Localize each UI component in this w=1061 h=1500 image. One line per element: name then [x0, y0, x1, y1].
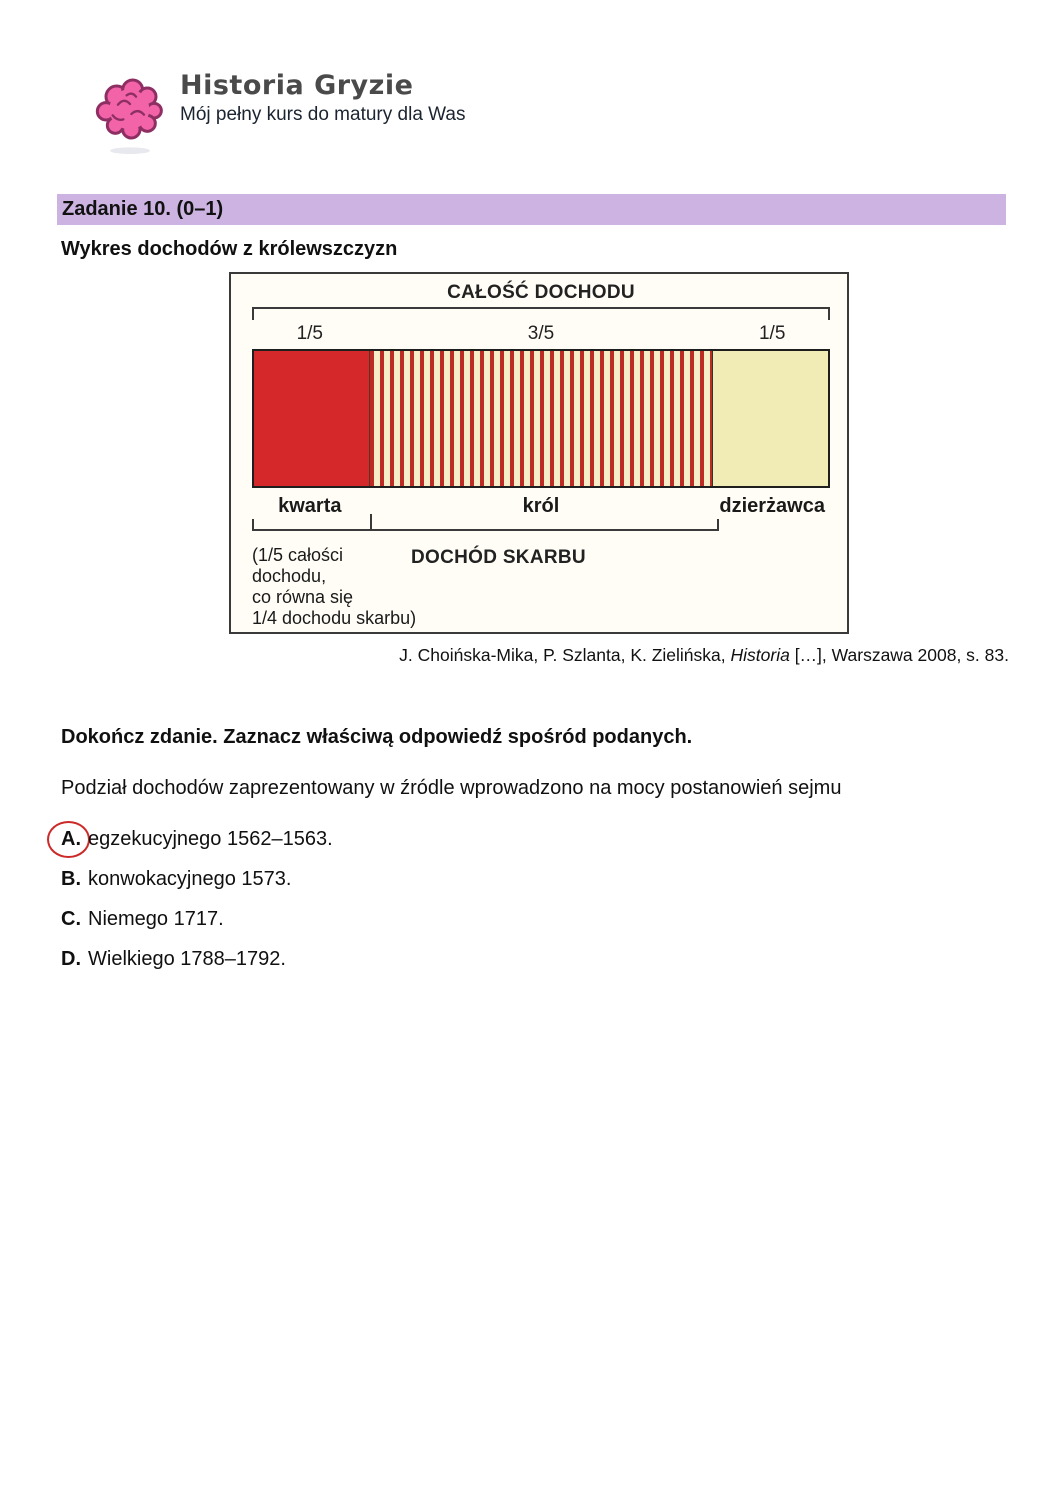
task-header-label: Zadanie 10. (0–1): [62, 198, 224, 220]
chart-note-line: (1/5 całości: [252, 545, 344, 565]
figure-heading: Wykres dochodów z królewszczyzn: [61, 238, 398, 260]
option-b-letter: B.: [61, 868, 81, 890]
category-label-krol: król: [522, 495, 560, 517]
option-b[interactable]: [61, 868, 291, 891]
option-c-letter: C.: [61, 908, 81, 930]
chart-note: [252, 545, 416, 629]
citation-details: […], Warszawa 2008, s. 83.: [789, 645, 1009, 665]
income-chart-figure: [229, 272, 849, 634]
brand-title: Historia Gryzie: [180, 70, 414, 101]
income-bar: [252, 349, 830, 488]
citation-authors: J. Choińska-Mika, P. Szlanta, K. Zielińska,: [399, 645, 731, 665]
fraction-label-dzierzawca: 1/5: [758, 323, 786, 344]
bar-segment-dzierzawca: [713, 351, 828, 486]
option-b-text: konwokacyjnego 1573.: [88, 868, 292, 890]
chart-note-line: co równa się: [252, 587, 354, 607]
brain-logo-icon: [90, 68, 170, 160]
question-instruction: Dokończ zdanie. Zaznacz właściwą odpowiedź spośród podanych.: [61, 726, 693, 748]
option-c[interactable]: [61, 908, 224, 931]
chart-category-labels: [252, 495, 830, 518]
category-label-kwarta: kwarta: [278, 495, 342, 517]
chart-fraction-labels: [252, 323, 830, 345]
citation-title: Historia: [730, 645, 790, 665]
option-a-text: egzekucyjnego 1562–1563.: [88, 828, 333, 850]
question-stem: Podział dochodów zaprezentowany w źródle wprowadzono na mocy postanowień sejmu: [61, 777, 842, 799]
option-d-letter: D.: [61, 948, 81, 970]
chart-bottom-bracket-tick: [370, 514, 372, 531]
option-c-text: Niemego 1717.: [88, 908, 224, 930]
chart-note-line: 1/4 dochodu skarbu): [252, 608, 417, 628]
option-d-text: Wielkiego 1788–1792.: [88, 948, 286, 970]
source-citation: [0, 645, 1009, 666]
chart-bracket-label: DOCHÓD SKARBU: [411, 547, 586, 568]
fraction-label-kwarta: 1/5: [296, 323, 323, 344]
fraction-label-krol: 3/5: [527, 323, 555, 344]
bar-segment-krol: [369, 351, 713, 486]
bar-segment-kwarta: [254, 351, 369, 486]
option-a[interactable]: [61, 828, 333, 851]
option-d[interactable]: [61, 948, 286, 971]
chart-title: CAŁOŚĆ DOCHODU: [447, 282, 635, 303]
brand-subtitle: Mój pełny kurs do matury dla Was: [180, 104, 466, 125]
task-header-bar: [57, 194, 1006, 225]
option-a-letter: A.: [61, 828, 81, 850]
chart-top-bracket: [252, 307, 830, 320]
category-label-dzierzawca: dzierżawca: [719, 495, 825, 517]
chart-bottom-bracket: [252, 519, 719, 531]
chart-note-line: dochodu,: [252, 566, 327, 586]
